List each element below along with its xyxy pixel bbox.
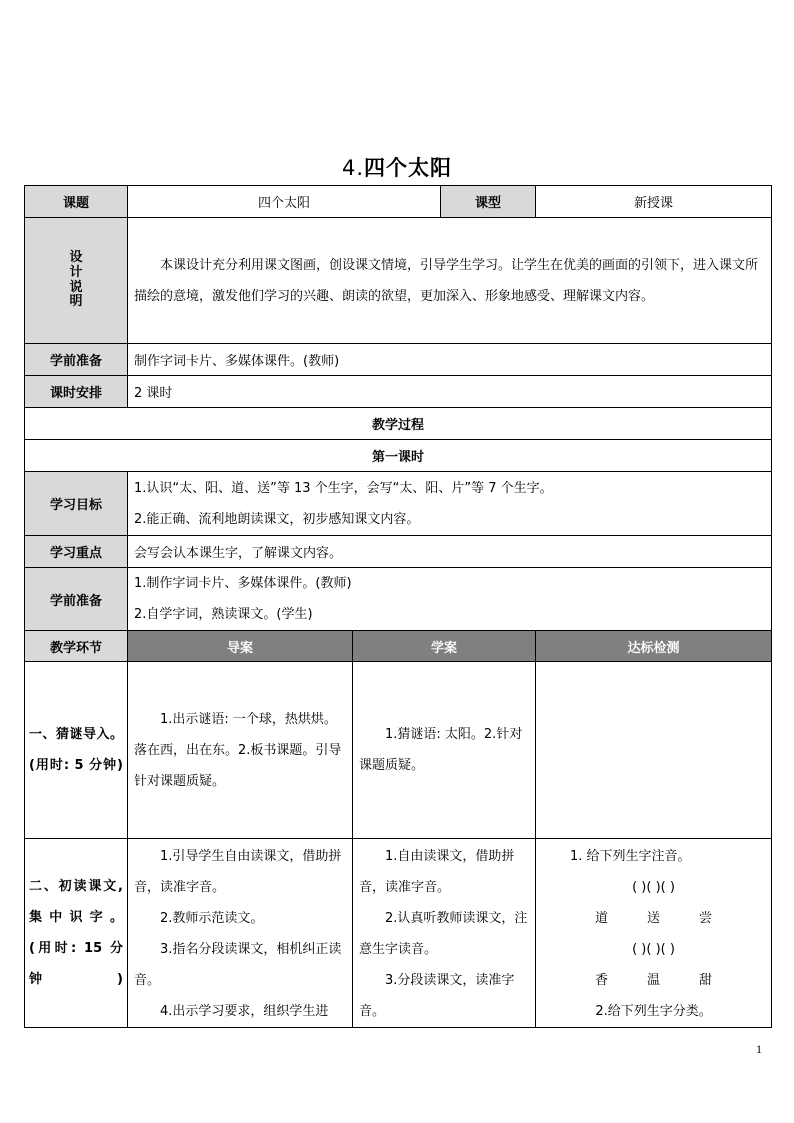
goal-item: 2.能正确、流利地朗读课文，初步感知课文内容。 (134, 511, 420, 527)
schedule-label: 课时安排 (25, 376, 128, 408)
design-label-char: 说 (69, 279, 83, 295)
stage1-time: (用时: 5 分钟) (29, 758, 123, 773)
prep1-value: 制作字词卡片、多媒体课件。(教师) (128, 344, 772, 376)
topic-label: 课题 (25, 186, 128, 218)
stage1-study: 1.猜谜语: 太阳。2.针对课题质疑。 (359, 727, 523, 773)
stage2-row (25, 839, 772, 1028)
title-number: 4. (341, 156, 365, 180)
schedule-row (25, 376, 772, 408)
col-stage-header: 教学环节 (25, 631, 128, 662)
stage1-check-cell (536, 662, 772, 839)
title-text: 四个太阳 (364, 156, 453, 180)
design-text-cell (128, 218, 772, 344)
design-label (25, 218, 128, 344)
stage2-study-cell (353, 839, 536, 1028)
stage2-time: (用时: 15 分钟) (29, 941, 123, 987)
goal-item: 1.认识“太、阳、道、送”等 13 个生字，会写“太、阳、片”等 7 个生字。 (134, 480, 553, 496)
design-label-char: 明 (69, 294, 83, 310)
prep1-label: 学前准备 (25, 344, 128, 376)
stage1-guide: 1.出示谜语: 一个球，热烘烘。落在西，出在东。2.板书课题。引导针对课题质疑。 (134, 711, 342, 789)
col-guide-header: 导案 (128, 631, 353, 662)
stage1-title: 一、猜谜导入。 (29, 727, 123, 742)
stage1-guide-cell (128, 662, 353, 839)
goals-cell (128, 472, 772, 536)
schedule-value: 2 课时 (128, 376, 772, 408)
stage1-label-cell (25, 662, 128, 839)
design-label-char: 计 (69, 264, 83, 280)
focus-row (25, 536, 772, 568)
col-check-header: 达标检测 (536, 631, 772, 662)
check-question-1: 1. 给下列生字注音。 (570, 849, 691, 864)
columns-header-row (25, 631, 772, 662)
type-label: 课型 (441, 186, 536, 218)
stage2-guide-item: 4.出示学习要求，组织学生进 (160, 1004, 329, 1019)
lesson-plan-table (24, 185, 772, 1028)
prep2-cell (128, 568, 772, 631)
stage2-title: 二、初读课文,集中识字。 (29, 879, 123, 925)
period-title-row (25, 440, 772, 472)
col-study-header: 学案 (353, 631, 536, 662)
check-blank-row-1: ( )( )( ) (632, 880, 675, 895)
topic-value: 四个太阳 (128, 186, 441, 218)
stage2-guide-item: 3.指名分段读课文，相机纠正读音。 (134, 942, 342, 988)
stage2-study-item: 3.分段读课文，读准字音。 (359, 973, 515, 1019)
check-blank-row-2: ( )( )( ) (632, 942, 675, 957)
page-number: 1 (756, 1042, 762, 1056)
design-text: 本课设计充分利用课文图画，创设课文情境，引导学生学习。让学生在优美的画面的引领下，进入课文所描绘的意境，激发他们学习的兴趣、朗读的欲望，更加深入、形象地感受、理解课文内容。 (134, 257, 759, 304)
check-question-2: 2.给下列生字分类。 (595, 1004, 712, 1019)
stage2-study-item: 1.自由读课文，借助拼音，读准字音。 (359, 849, 515, 895)
prep2-item: 2.自学字词，熟读课文。(学生) (134, 607, 313, 622)
stage2-label-cell (25, 839, 128, 1028)
prep1-row (25, 344, 772, 376)
prep2-row (25, 568, 772, 631)
stage2-check-cell (536, 839, 772, 1028)
stage2-guide-cell (128, 839, 353, 1028)
goals-label: 学习目标 (25, 472, 128, 536)
prep2-label: 学前准备 (25, 568, 128, 631)
focus-value: 会写会认本课生字，了解课文内容。 (128, 536, 772, 568)
goals-row (25, 472, 772, 536)
stage1-study-cell (353, 662, 536, 839)
process-title-row (25, 408, 772, 440)
design-row (25, 218, 772, 344)
type-value: 新授课 (536, 186, 772, 218)
period-title: 第一课时 (25, 440, 772, 472)
stage1-row (25, 662, 772, 839)
stage2-guide-item: 2.教师示范读文。 (160, 911, 264, 926)
design-label-char: 设 (69, 249, 83, 265)
stage2-study-item: 2.认真听教师读课文，注意生字读音。 (359, 911, 528, 957)
topic-row (25, 186, 772, 218)
prep2-item: 1.制作字词卡片、多媒体课件。(教师) (134, 576, 352, 591)
focus-label: 学习重点 (25, 536, 128, 568)
document-title (0, 152, 794, 182)
stage2-guide-item: 1.引导学生自由读课文，借助拼音，读准字音。 (134, 849, 342, 895)
process-title: 教学过程 (25, 408, 772, 440)
check-chars-row-2: 香 温 甜 (595, 973, 713, 988)
check-chars-row-1: 道 送 尝 (595, 911, 713, 926)
